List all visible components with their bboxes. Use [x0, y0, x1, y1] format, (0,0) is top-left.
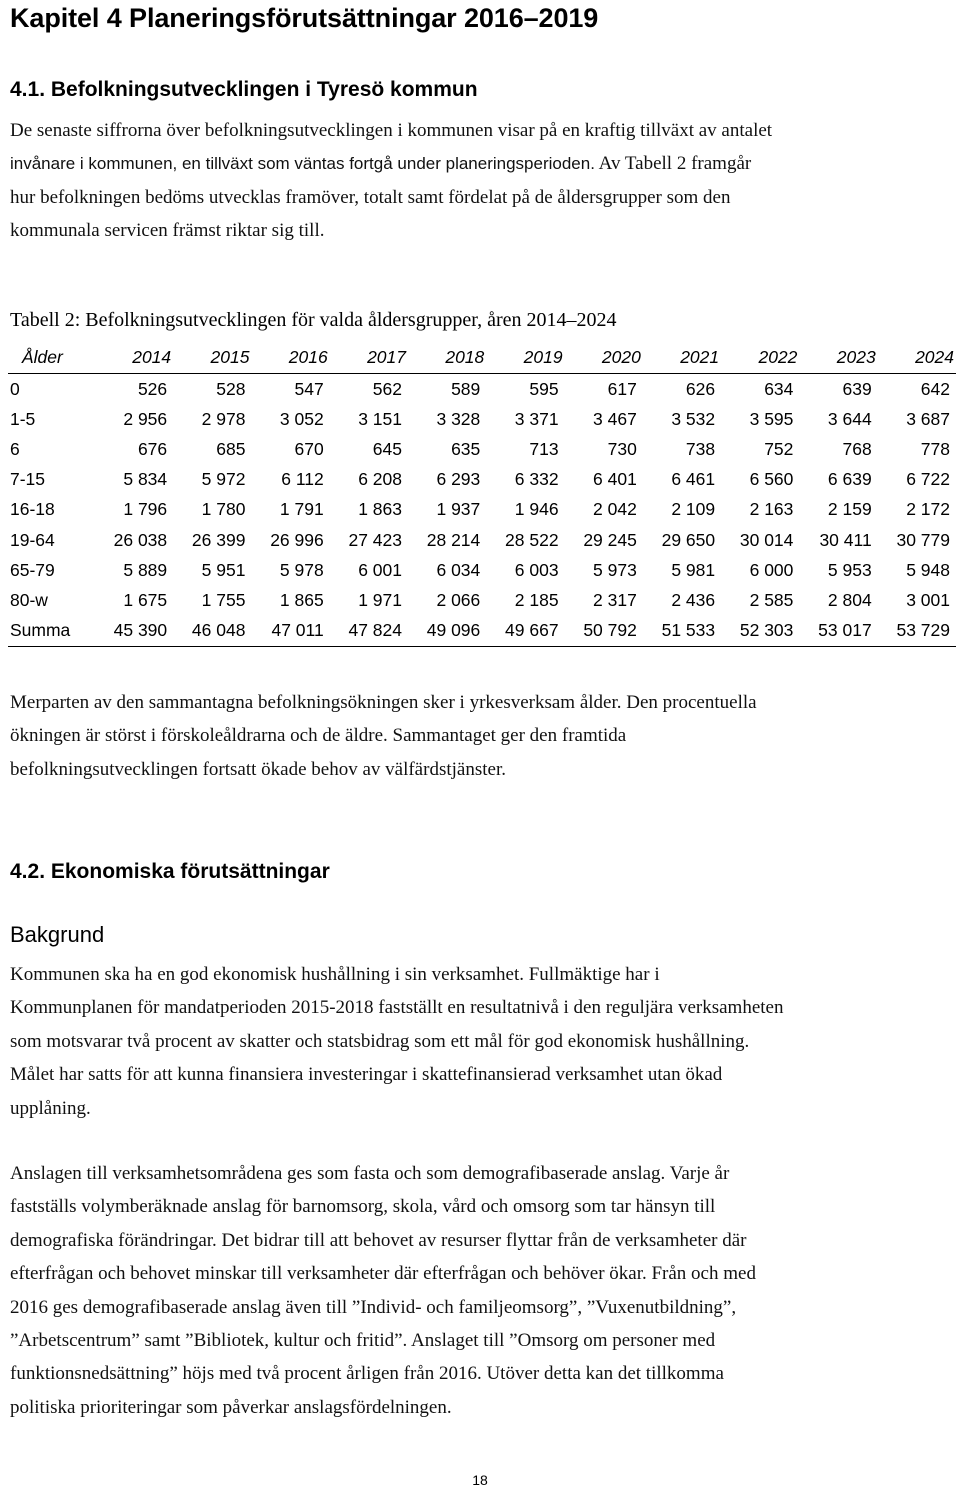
column-header: 2020 — [565, 341, 643, 374]
table-cell: 6 293 — [436, 469, 481, 490]
section-heading-population: 4.1. Befolkningsutvecklingen i Tyresö kommun — [10, 78, 478, 101]
text-line: Kommunplanen för mandatperioden 2015-2018 fastställt en resultatnivå i den reguljära verksamheten — [10, 997, 784, 1019]
table-cell: 3 467 — [593, 408, 637, 429]
table-cell: 6 560 — [749, 469, 794, 490]
page-number: 18 — [472, 1472, 488, 1488]
table-cell: 1 791 — [279, 499, 324, 520]
table-body — [8, 374, 956, 647]
table-row — [8, 404, 956, 434]
row-label: 1-5 — [10, 408, 36, 429]
table-cell: 2 956 — [123, 408, 168, 429]
table-cell: 526 — [137, 378, 168, 399]
table-cell: 30 014 — [739, 529, 794, 550]
table-cell: 642 — [920, 378, 950, 399]
background-paragraph-2 — [10, 1157, 950, 1424]
text-line: befolkningsutvecklingen fortsatt ökade behov av välfärdstjänster. — [10, 758, 506, 780]
column-header: 2014 — [95, 341, 173, 374]
table-cell: 3 644 — [827, 408, 872, 429]
table-cell: 3 371 — [514, 408, 559, 429]
text-line — [10, 147, 950, 180]
table-cell: 670 — [294, 438, 324, 459]
table-cell: 5 978 — [279, 559, 324, 580]
table-cell: 26 038 — [113, 529, 168, 550]
table-cell: 46 048 — [173, 616, 251, 647]
text-line: politiska prioriteringar som påverkar anslagsfördelningen. — [10, 1396, 452, 1418]
text-line: Kommunen ska ha en god ekonomisk hushållning i sin verksamhet. Fullmäktige har i — [10, 964, 660, 985]
population-table — [8, 341, 956, 647]
after-table-paragraph — [10, 686, 950, 786]
table-cell: 778 — [920, 438, 950, 459]
table-row — [8, 434, 956, 464]
table-cell: 3 595 — [749, 408, 794, 429]
column-header: 2016 — [251, 341, 329, 374]
table-cell: 634 — [764, 378, 794, 399]
table-cell: 6 722 — [906, 469, 950, 490]
row-label: 80-w — [10, 589, 48, 610]
table-cell: 2 163 — [749, 499, 794, 520]
table-cell: 26 399 — [191, 529, 246, 550]
text-line: funktionsnedsättning” höjs med två procent årligen från 2016. Utöver detta kan det tillkomma — [10, 1363, 724, 1385]
table-cell: 6 000 — [749, 559, 794, 580]
text-line: 2016 ges demografibaserade anslag även till ”Individ- och familjeomsorg”, ”Vuxenutbildning”, — [10, 1296, 737, 1318]
table-cell: 6 034 — [436, 559, 481, 580]
table-cell: 27 423 — [348, 529, 402, 550]
table-row — [8, 525, 956, 555]
table-cell: 5 951 — [201, 559, 246, 580]
table-cell: 49 096 — [408, 616, 486, 647]
row-label: 65-79 — [10, 559, 55, 580]
table-cell: 617 — [607, 378, 637, 399]
table-cell: 639 — [842, 378, 872, 399]
table-cell: 528 — [216, 378, 246, 399]
table-cell: 1 937 — [436, 499, 481, 520]
text-line: som motsvarar två procent av skatter och statsbidrag som ett mål för god ekonomisk hushållning. — [10, 1030, 750, 1052]
table-cell: 768 — [842, 438, 872, 459]
table-cell: 26 996 — [270, 529, 324, 550]
table-cell: 2 317 — [593, 589, 637, 610]
column-header: 2024 — [878, 341, 956, 374]
table-cell: 1 946 — [514, 499, 559, 520]
table-cell: 547 — [294, 378, 324, 399]
column-header: 2022 — [721, 341, 799, 374]
table-header-row — [8, 341, 956, 374]
text-line: demografiska förändringar. Det bidrar till att behovet av resurser flyttar från de verksamheter där — [10, 1229, 747, 1251]
table-cell: 28 214 — [426, 529, 481, 550]
table-cell: 1 863 — [358, 499, 402, 520]
table-cell: 6 112 — [281, 469, 324, 490]
table-row — [8, 495, 956, 525]
table-cell: 589 — [451, 378, 481, 399]
table-cell: 50 792 — [565, 616, 643, 647]
row-label: 6 — [10, 438, 20, 459]
table-cell: 51 533 — [643, 616, 721, 647]
table-caption: Tabell 2: Befolkningsutvecklingen för valda åldersgrupper, åren 2014–2024 — [10, 309, 617, 331]
text-line: upplåning. — [10, 1097, 91, 1119]
table-cell: 2 804 — [827, 589, 872, 610]
table-cell: 635 — [451, 438, 481, 459]
table-cell: 45 390 — [95, 616, 173, 647]
table-cell: 2 585 — [749, 589, 794, 610]
table-cell: 595 — [529, 378, 559, 399]
column-header: 2021 — [643, 341, 721, 374]
text-line: kommunala servicen främst riktar sig till. — [10, 220, 325, 242]
column-header: 2018 — [408, 341, 486, 374]
table-cell: 2 109 — [671, 499, 716, 520]
table-row — [8, 585, 956, 615]
table-cell: 6 461 — [671, 469, 716, 490]
table-cell: 6 401 — [593, 469, 637, 490]
text-line: Anslagen till verksamhetsområdena ges som fasta och som demografibaserade anslag. Varje år — [10, 1163, 730, 1184]
table-cell: 5 981 — [671, 559, 716, 580]
table-row — [8, 374, 956, 405]
table-cell: 5 889 — [123, 559, 168, 580]
table-cell: 47 011 — [251, 616, 329, 647]
table-cell: 1 755 — [201, 589, 246, 610]
row-label: Summa — [8, 616, 95, 647]
table-cell: 2 172 — [906, 499, 950, 520]
text-segment: invånare i kommunen, en tillväxt som väntas fortgå under planeringsperioden. — [10, 154, 595, 174]
table-row — [8, 616, 956, 647]
column-header: 2017 — [330, 341, 408, 374]
row-label: 19-64 — [10, 529, 55, 550]
column-header: 2023 — [799, 341, 877, 374]
table-cell: 685 — [216, 438, 246, 459]
table-cell: 2 042 — [593, 499, 637, 520]
table-cell: 1 675 — [123, 589, 168, 610]
table-cell: 28 522 — [505, 529, 559, 550]
table-cell: 1 971 — [358, 589, 402, 610]
text-line: hur befolkningen bedöms utvecklas framöver, totalt samt fördelat på de åldersgrupper som den — [10, 186, 731, 208]
table-cell: 6 208 — [358, 469, 402, 490]
table-cell: 1 796 — [123, 499, 168, 520]
table-cell: 6 639 — [827, 469, 872, 490]
table-cell: 6 332 — [514, 469, 559, 490]
text-line: Merparten av den sammantagna befolkningsökningen sker i yrkesverksam ålder. Den procentuella — [10, 692, 757, 713]
text-line: Målet har satts för att kunna finansiera investeringar i skattefinansierad verksamhet utan ökad — [10, 1064, 723, 1086]
table-cell: 676 — [137, 438, 168, 459]
table-cell: 1 865 — [279, 589, 324, 610]
background-paragraph-1 — [10, 958, 950, 1125]
table-cell: 3 328 — [436, 408, 481, 429]
table-cell: 5 953 — [827, 559, 872, 580]
table-cell: 3 687 — [906, 408, 950, 429]
table-cell: 2 185 — [514, 589, 559, 610]
table-cell: 2 066 — [436, 589, 481, 610]
table-cell: 29 650 — [661, 529, 716, 550]
row-label: 16-18 — [10, 499, 55, 520]
table-cell: 5 972 — [201, 469, 246, 490]
column-header: 2019 — [486, 341, 564, 374]
table-cell: 3 001 — [906, 589, 950, 610]
table-cell: 30 779 — [896, 529, 950, 550]
chapter-title: Kapitel 4 Planeringsförutsättningar 2016–2019 — [10, 3, 599, 33]
table-cell: 3 052 — [279, 408, 324, 429]
table-cell: 30 411 — [819, 529, 872, 550]
text-line: efterfrågan och behovet minskar till verksamheter där efterfrågan och behöver ökar. Från och med — [10, 1263, 756, 1285]
table-cell: 3 532 — [671, 408, 716, 429]
table-cell: 713 — [529, 438, 559, 459]
table-cell: 645 — [372, 438, 402, 459]
table-cell: 6 003 — [514, 559, 559, 580]
text-line: ökningen är störst i förskoleåldrarna och de äldre. Sammantaget ger den framtida — [10, 725, 627, 747]
table-cell: 53 729 — [878, 616, 956, 647]
table-cell: 47 824 — [330, 616, 408, 647]
subheading-background: Bakgrund — [10, 922, 105, 947]
table-cell: 5 948 — [906, 559, 950, 580]
text-segment: Av Tabell 2 framgår — [598, 153, 752, 175]
table-cell: 738 — [685, 438, 716, 459]
table-cell: 2 436 — [671, 589, 716, 610]
table-row — [8, 465, 956, 495]
table-cell: 626 — [685, 378, 716, 399]
table-cell: 5 834 — [123, 469, 168, 490]
table-cell: 53 017 — [799, 616, 877, 647]
table-cell: 2 978 — [201, 408, 246, 429]
table-cell: 6 001 — [358, 559, 402, 580]
table-cell: 2 159 — [827, 499, 872, 520]
column-header: Ålder — [8, 341, 95, 374]
table-row — [8, 555, 956, 585]
table-cell: 3 151 — [358, 408, 402, 429]
row-label: 7-15 — [10, 469, 46, 490]
intro-paragraph — [10, 114, 950, 248]
table-cell: 5 973 — [593, 559, 637, 580]
table-cell: 29 245 — [583, 529, 637, 550]
text-line: fastställs volymberäknade anslag för barnomsorg, skola, vård och omsorg som tar hänsyn till — [10, 1196, 716, 1218]
table-cell: 49 667 — [486, 616, 564, 647]
row-label: 0 — [10, 378, 20, 399]
text-line: ”Arbetscentrum” samt ”Bibliotek, kultur och fritid”. Anslaget till ”Omsorg om personer med — [10, 1330, 716, 1352]
table-cell: 562 — [372, 378, 402, 399]
table-cell: 730 — [607, 438, 637, 459]
table-cell: 1 780 — [201, 499, 246, 520]
column-header: 2015 — [173, 341, 251, 374]
text-line: De senaste siffrorna över befolkningsutvecklingen i kommunen visar på en kraftig tillväxt av antalet — [10, 120, 773, 141]
section-heading-economy: 4.2. Ekonomiska förutsättningar — [10, 860, 330, 883]
table-cell: 752 — [764, 438, 794, 459]
table-cell: 52 303 — [721, 616, 799, 647]
